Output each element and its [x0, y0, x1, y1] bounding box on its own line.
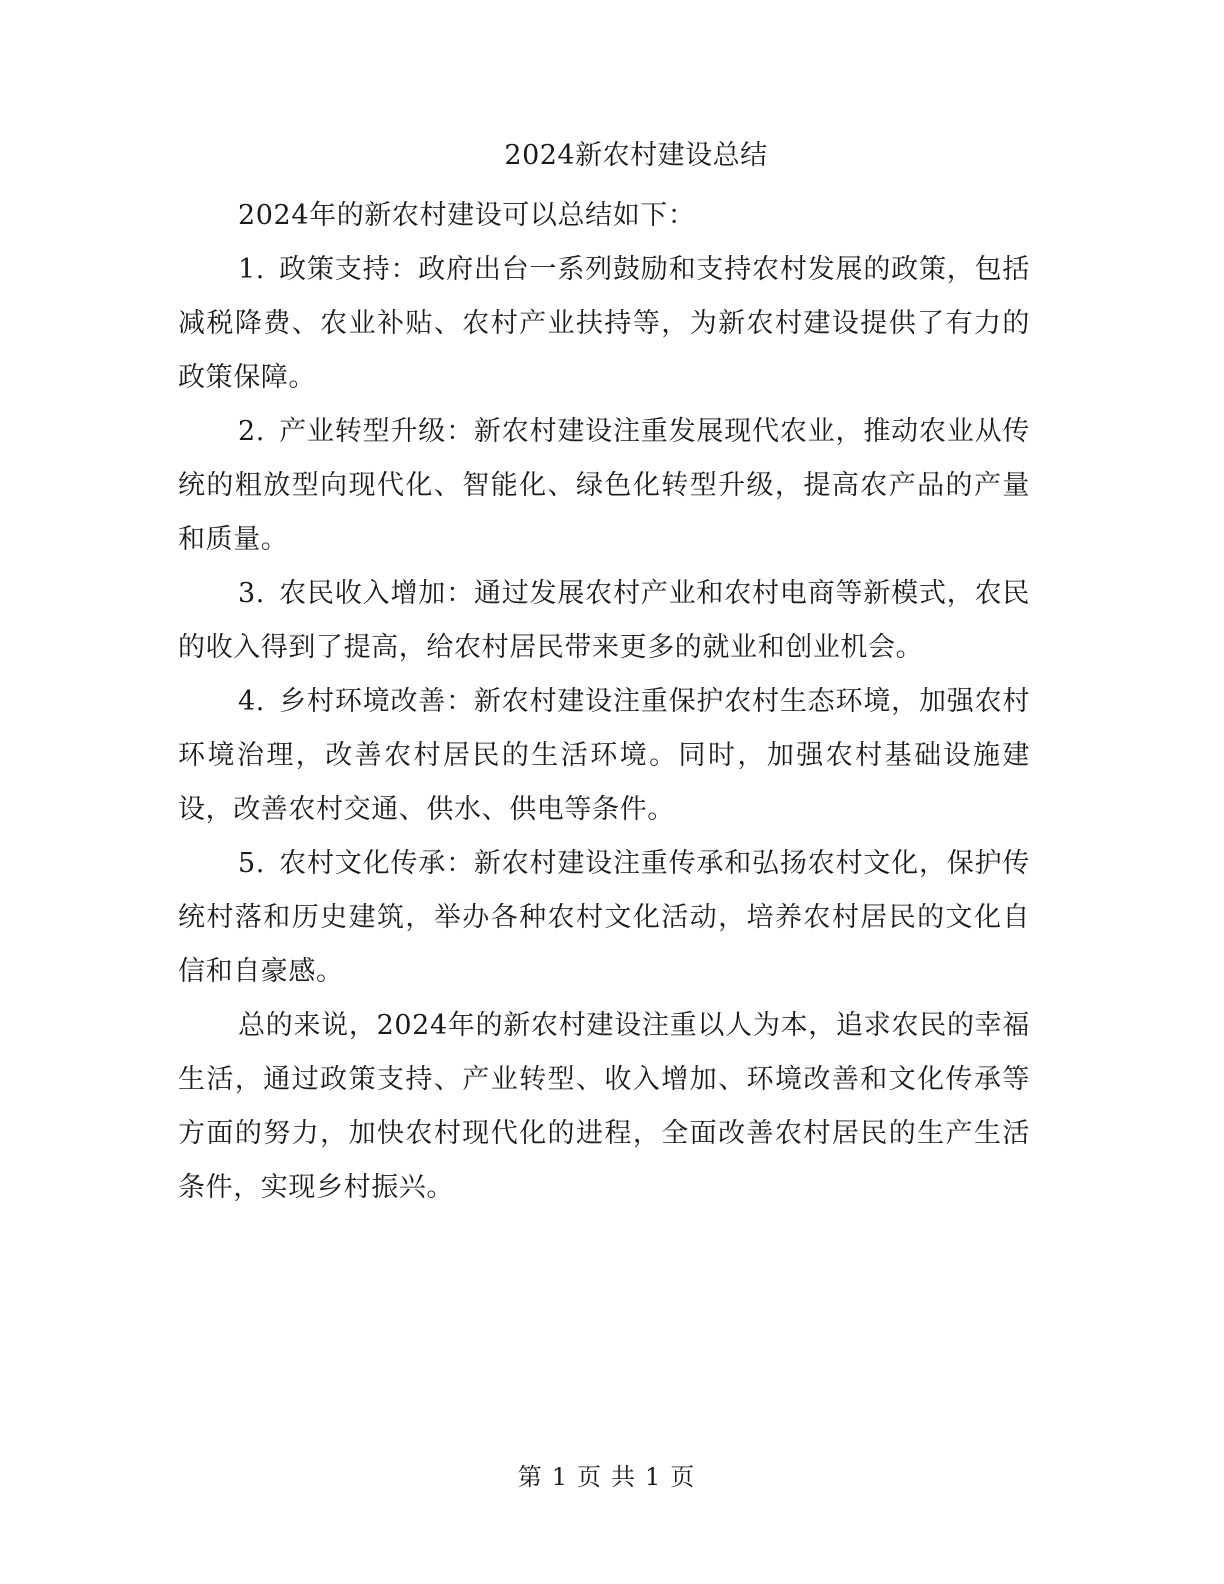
list-item: [178, 567, 1030, 675]
document-title: 2024新农村建设总结: [504, 140, 768, 171]
page-footer: [0, 1459, 1212, 1495]
document-body: [178, 189, 1030, 1215]
list-item: [178, 837, 1030, 999]
list-item-text: 农村文化传承：新农村建设注重传承和弘扬农村文化，保护传统村落和历史建筑，举办各种农村文化活动，培养农村居民的文化自信和自豪感。: [178, 848, 1030, 987]
page-label: 第: [517, 1463, 542, 1491]
page-number: 1: [551, 1463, 567, 1491]
list-item-number: 3.: [238, 578, 265, 609]
list-item-text: 乡村环境改善：新农村建设注重保护农村生态环境，加强农村环境治理，改善农村居民的生活环境。同时，加强农村基础设施建设，改善农村交通、供水、供电等条件。: [178, 686, 1030, 825]
list-item-text: 农民收入增加：通过发展农村产业和农村电商等新模式，农民的收入得到了提高，给农村居民带来更多的就业和创业机会。: [178, 578, 1030, 663]
list-item: [178, 675, 1030, 837]
list-item-number: 1.: [238, 254, 265, 285]
list-item: [178, 405, 1030, 567]
list-item-text: 政策支持：政府出台一系列鼓励和支持农村发展的政策，包括减税降费、农业补贴、农村产业扶持等，为新农村建设提供了有力的政策保障。: [178, 254, 1030, 393]
list-item-number: 5.: [238, 848, 265, 879]
total-label: 共: [611, 1463, 635, 1491]
total-pages: 1: [645, 1463, 661, 1491]
page-unit: 页: [577, 1463, 601, 1491]
list-item-number: 2.: [238, 416, 265, 447]
total-unit: 页: [670, 1463, 695, 1491]
conclusion-paragraph: 总的来说，2024年的新农村建设注重以人为本，追求农民的幸福生活，通过政策支持、产业转型、收入增加、环境改善和文化传承等方面的努力，加快农村现代化的进程，全面改善农村居民的生产生活条件，实现乡村振兴。: [178, 1010, 1030, 1203]
intro-paragraph: 2024年的新农村建设可以总结如下：: [238, 200, 696, 231]
list-item-text: 产业转型升级：新农村建设注重发展现代农业，推动农业从传统的粗放型向现代化、智能化、绿色化转型升级，提高农产品的产量和质量。: [178, 416, 1030, 555]
list-item-number: 4.: [238, 686, 265, 717]
list-item: [178, 243, 1030, 405]
